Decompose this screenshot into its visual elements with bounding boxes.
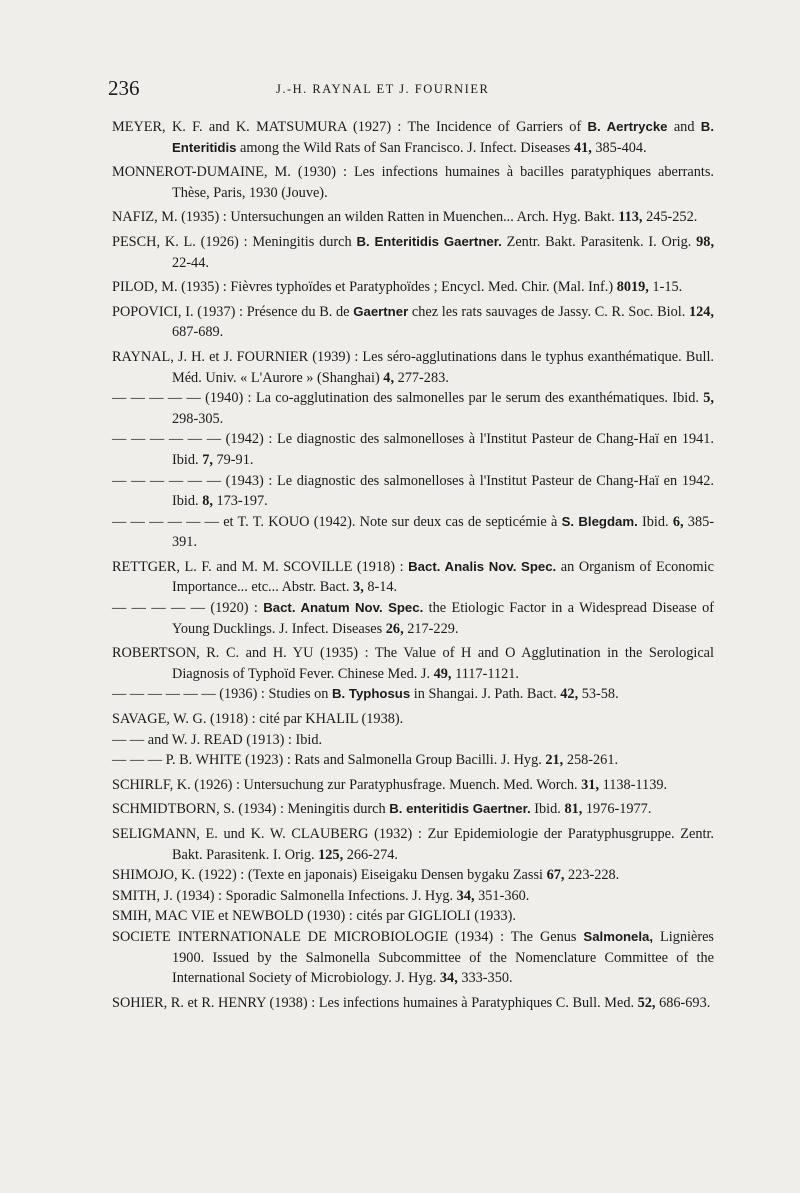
reference-list: [112, 117, 714, 1017]
reference-smith: SMITH, J. (1934) : Sporadic Salmonella Infections. J. Hyg. 34, 351-360.: [112, 887, 530, 904]
running-head: J.-H. RAYNAL ET J. FOURNIER: [276, 82, 490, 96]
reference-schmidtborn: SCHMIDTBORN, S. (1934) : Meningitis durch B. enteritidis Gaertner. Ibid. 81, 1976-1977.: [112, 801, 652, 818]
reference-raynal-kouo: — — — — — — et T. T. KOUO (1942). Note sur deux cas de septicémie à S. Blegdam. Ibid. 6, 385-391.: [112, 513, 715, 551]
reference-shimojo: SHIMOJO, K. (1922) : (Texte en japonais) Eiseigaku Densen bygaku Zassi 67, 223-228.: [112, 867, 620, 884]
reference-meyer: MEYER, K. F. and K. MATSUMURA (1927) : The Incidence of Garriers of B. Aertrycke and B. Enteritidis among the Wild Rats of San Francisco. J. Infect. Diseases 41, 385-404.: [112, 119, 714, 156]
reference-schirlf: SCHIRLF, K. (1926) : Untersuchung zur Paratyphusfrage. Muench. Med. Worch. 31, 1138-1139.: [112, 776, 668, 793]
reference-seligmann: SELIGMANN, E. und K. W. CLAUBERG (1932) : Zur Epidemiologie der Paratyphusgruppe. Zentr. Bakt. Parasitenk. I. Orig. 125, 266-274.: [112, 826, 714, 863]
reference-rettger-1918: RETTGER, L. F. and M. M. SCOVILLE (1918) : Bact. Analis Nov. Spec. an Organism of Economic Importance... etc... Abstr. Bact. 3, 8-14.: [112, 558, 714, 596]
reference-pesch: PESCH, K. L. (1926) : Meningitis durch B. Enteritidis Gaertner. Zentr. Bakt. Parasitenk. I. Orig. 98, 22-44.: [112, 233, 715, 271]
reference-savage-1918: SAVAGE, W. G. (1918) : cité par KHALIL (1938).: [112, 711, 404, 728]
reference-raynal-1940: — — — — — (1940) : La co-agglutination des salmonelles par le serum des exanthématiques. Ibid. 5, 298-305.: [112, 390, 714, 427]
page-header: [108, 76, 718, 102]
reference-savage-1913: — — and W. J. READ (1913) : Ibid.: [112, 731, 323, 748]
reference-pilod: PILOD, M. (1935) : Fièvres typhoïdes et Paratyphoïdes ; Encycl. Med. Chir. (Mal. Inf.) 8019, 1-15.: [112, 279, 683, 296]
reference-popovici: POPOVICI, I. (1937) : Présence du B. de Gaertner chez les rats sauvages de Jassy. C. R. Soc. Biol. 124, 687-689.: [112, 303, 715, 341]
reference-societe: SOCIETE INTERNATIONALE DE MICROBIOLOGIE (1934) : The Genus Salmonela, Lignières 1900. Issued by the Salmonella Subcommittee of the Nomenclature Committee of the International Society of Microbiology. J. Hyg. 34, 333-350.: [112, 928, 714, 987]
reference-monnerot: MONNEROT-DUMAINE, M. (1930) : Les infections humaines à bacilles paratyphiques aberrants. Thèse, Paris, 1930 (Jouve).: [112, 164, 714, 201]
reference-raynal-1939: RAYNAL, J. H. et J. FOURNIER (1939) : Les séro-agglutinations dans le typhus exanthématique. Bull. Méd. Univ. « L'Aurore » (Shanghai) 4, 277-283.: [112, 348, 714, 386]
reference-raynal-1942: — — — — — — (1942) : Le diagnostic des salmonelloses à l'Institut Pasteur de Chang-Haï en 1941. Ibid. 7, 79-91.: [112, 431, 714, 468]
reference-sohier: SOHIER, R. et R. HENRY (1938) : Les infections humaines à Paratyphiques C. Bull. Med. 52, 686-693.: [112, 994, 711, 1011]
reference-raynal-1943: — — — — — — (1943) : Le diagnostic des salmonelloses à l'Institut Pasteur de Chang-Haï en 1942. Ibid. 8, 173-197.: [112, 472, 714, 510]
reference-robertson-1935: ROBERTSON, R. C. and H. YU (1935) : The Value of H and O Agglutination in the Serological Diagnosis of Typhoïd Fever. Chinese Med. J. 49, 1117-1121.: [112, 645, 714, 682]
reference-robertson-1936: — — — — — — (1936) : Studies on B. Typhosus in Shangai. J. Path. Bact. 42, 53-58.: [112, 686, 619, 703]
reference-smih: SMIH, MAC VIE et NEWBOLD (1930) : cités par GIGLIOLI (1933).: [112, 908, 516, 925]
reference-nafiz: NAFIZ, M. (1935) : Untersuchungen an wilden Ratten in Muenchen... Arch. Hyg. Bakt. 113, 245-252.: [112, 209, 698, 226]
page-number: 236: [108, 76, 140, 100]
reference-savage-1923: — — — P. B. WHITE (1923) : Rats and Salmonella Group Bacilli. J. Hyg. 21, 258-261.: [112, 752, 619, 769]
reference-rettger-1920: — — — — — (1920) : Bact. Anatum Nov. Spec. the Etiologic Factor in a Widespread Disease of Young Ducklings. J. Infect. Diseases 26, 217-229.: [112, 600, 715, 637]
